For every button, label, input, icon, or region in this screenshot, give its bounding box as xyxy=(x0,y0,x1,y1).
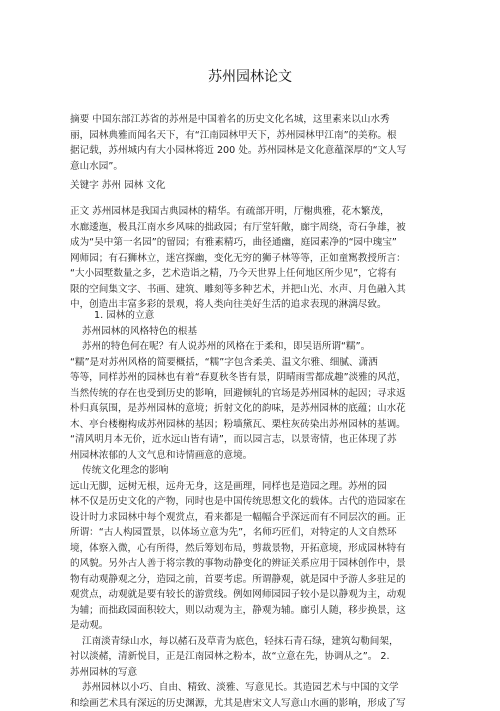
text-line: 丽，园林典雅而闻名天下，有“江南园林甲天下，苏州园林甲江南”的美称。根 xyxy=(70,128,430,144)
text-line: 林不仅是历史文化的产物，同时也是中国传统思想文化的载体。古代的造园家在 xyxy=(70,494,430,510)
text-line: 木、亭台楼榭构成苏州园林的基因；粉墙黛瓦、栗柱灰砖染出苏州园林的基调。 xyxy=(70,417,430,433)
document-title: 苏州园林论文 xyxy=(0,66,500,86)
text-line: 水廊逶迤，极具江南水乡风味的拙政园；有厅堂轩敞，廊宇周绕，奇石争雄，被 xyxy=(70,220,430,236)
text-line: 观赏点，动观就是要有较长的游赏线。例如网师园园子较小是以静观为主，动观 xyxy=(70,587,430,603)
text-line: 所谓：“古人构园置景，以体场立意为先”，名师巧匠们，对特定的人文自然环 xyxy=(70,525,430,541)
section-heading: 苏州园林的写意 xyxy=(70,665,430,681)
text-line: 正文 苏州园林是我国古典园林的精华。有疏部开明，厅榭典雅，花木繁茂， xyxy=(70,204,430,220)
text-line: 朴归真氛围，是苏州园林的意境；折射文化的韵味，是苏州园林的底蕴；山水花 xyxy=(70,401,430,417)
text-line: 为辅；而拙政园面积较大，则以动观为主，静观为辅。廊引人随，移步换景，这 xyxy=(70,603,430,619)
text-line: 当然传统的存在也受到历史的影响，回避倾轧的官场是苏州园林的起因；寻求返 xyxy=(70,386,430,402)
text-line: 成为“吴中第一名园”的留园；有雅素精巧，曲径通幽，庭园素净的“园中瑰宝” xyxy=(70,235,430,251)
body-paragraph xyxy=(70,204,430,313)
text-line: 苏州园林以小巧、自由、精致、淡雅、写意见长。其造园艺术与中国的文学 xyxy=(70,680,430,696)
text-line: 是动观。 xyxy=(70,618,430,634)
text-line: 据记载，苏州城内有大小园林将近 200 处。苏州园林是文化意蕴深厚的“文人写 xyxy=(70,143,430,159)
abstract-paragraph xyxy=(70,112,430,174)
keywords-text: 关键字 苏州 园林 文化 xyxy=(70,178,430,194)
text-line: 衬以淡赭，清新悦目，正是江南园林之粉本，故“立意在先，协调从之”。 2. xyxy=(70,649,430,665)
text-line: 网师园；有石狮林立，迷宫探幽，变化无穷的狮子林等等，正如童寯教授所言： xyxy=(70,251,430,267)
text-line: 和绘画艺术具有深远的历史渊源，尤其是唐宋文人写意山水画的影响，形成了写 xyxy=(70,696,430,711)
section-heading: 1. 园林的立意 xyxy=(70,308,430,324)
text-line: 等等，同样苏州的园林也有着“春夏秋冬皆有景，阴晴雨雪都成趣”淡雅的风范， xyxy=(70,370,430,386)
text-line: “清风明月本无价，近水远山皆有请”，而以园言志，以景寄情，也正体现了苏 xyxy=(70,432,430,448)
text-line: “糯”是对苏州风格的简要概括，“糯”字包含柔美、温文尔雅、细腻、潇洒 xyxy=(70,355,430,371)
text-line: 摘要 中国东部江苏省的苏州是中国着名的历史文化名城，这里素来以山水秀 xyxy=(70,112,430,128)
text-line: 境，体察入微，心有所得，然后筹划布局，剪裁景物，开拓意境，形成园林特有 xyxy=(70,541,430,557)
text-line: 设计时力求园林中每个观赏点，看来都是一幅幅合乎深远而有不同层次的画。正 xyxy=(70,510,430,526)
text-line: 苏州的特色何在呢？有人说苏州的风格在于柔和，即吴语所谓“糯”。 xyxy=(70,339,430,355)
text-line: 江南淡青绿山水，每以赭石及草青为底色，轻抹石青石绿，建筑勾勒间架， xyxy=(70,634,430,650)
text-line: 州园林浓郁的人文气息和诗情画意的意境。 xyxy=(70,448,430,464)
text-line: 意山水园”。 xyxy=(70,159,430,175)
keywords-line xyxy=(70,178,430,194)
text-line: 中，创造出丰富多彩的景观，将人类向往美好生活的追求表现的淋漓尽致。 xyxy=(70,297,430,313)
text-line: “大小园墅数量之多，艺术造诣之精，乃今天世界上任何地区所少见”，它将有 xyxy=(70,266,430,282)
text-line: 远山无脚，远树无根，远舟无身，这是画理，同样也是造园之理。苏州的园 xyxy=(70,479,430,495)
text-line: 物有动观静观之分，造园之前，首要考虑。所谓静观，就是园中予游人多驻足的 xyxy=(70,572,430,588)
text-line: 限的空间集文字、书画、建筑、雕刻等多种艺术，并把山光、水声、月色融入其 xyxy=(70,282,430,298)
text-line: 的风貌。另外古人善于将宗教的事物动静变化的辨证关系应用于园林创作中，景 xyxy=(70,556,430,572)
subsection-heading: 苏州园林的风格特色的根基 xyxy=(70,324,430,340)
subsection-heading: 传统文化理念的影响 xyxy=(70,463,430,479)
section-1 xyxy=(70,308,430,711)
